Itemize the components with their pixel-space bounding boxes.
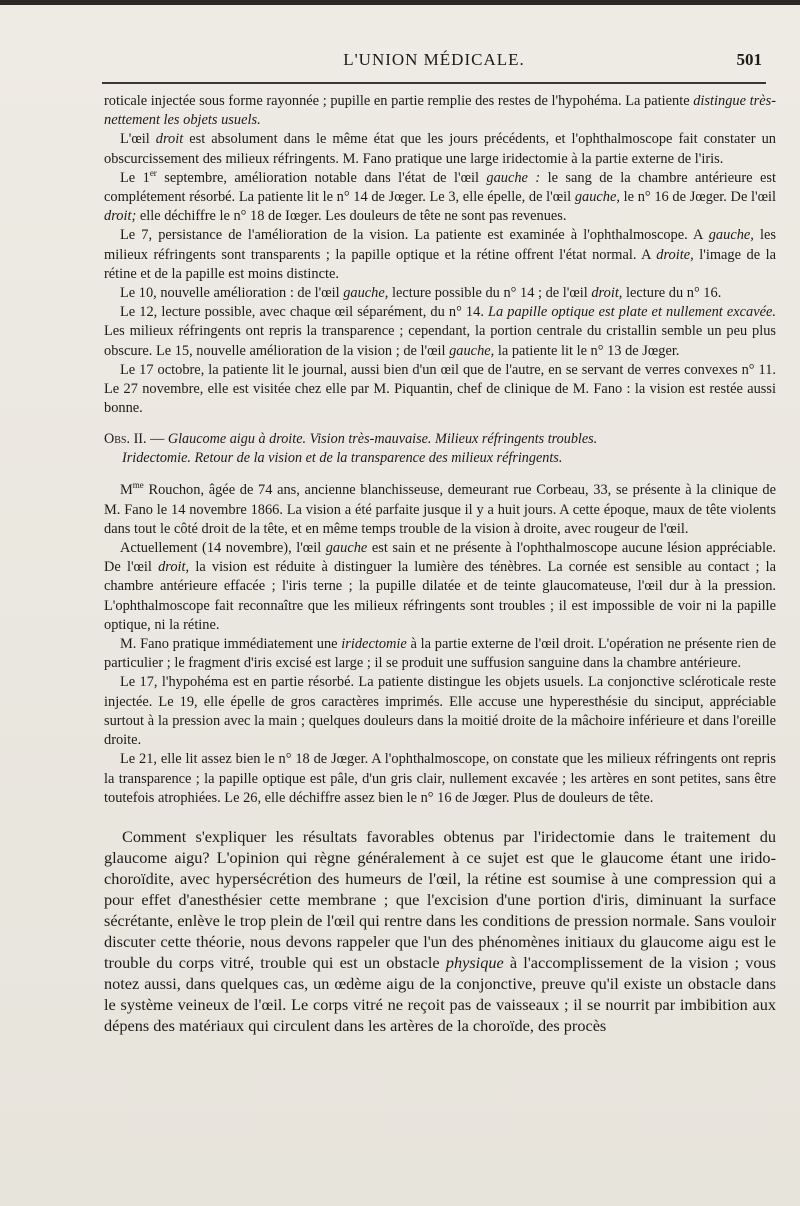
text-run: la patiente lit le n° 13 de Jœger. — [494, 342, 680, 359]
text-run: le sang de la chambre antérieure est complétement résorbé. La patiente lit le n° 14 de Jœger. Le 3, elle épelle, de l'œil — [104, 169, 776, 206]
discussion — [104, 826, 776, 1036]
text-run: Le 7, persistance de l'amélioration de la vision. La patiente est examinée à l'ophthalmoscope. A — [120, 227, 709, 244]
text-run: roticale injectée sous forme rayonnée ; pupille en partie remplie des restes de l'hypohéma. La patiente — [104, 93, 694, 109]
text-run: lecture du n° 16. — [622, 285, 722, 302]
observation-label: Obs. II. — — [104, 431, 165, 448]
text-run: Le 21, elle lit assez bien le n° 18 de Jœger. A l'ophthalmoscope, on constate que les milieux réfringents ont repris la transparence ; la papille optique est pâle, d'un gris clair, nullement excavée ; les artères en sont petites, sans être toutefois atrophiées. Le 26, elle déchiffre assez bien le n° 16 de Jœger. Plus de douleurs de tête. — [104, 751, 776, 806]
header-rule — [102, 82, 766, 84]
paragraph — [104, 481, 776, 539]
observation-body — [104, 481, 776, 807]
paragraph — [104, 635, 776, 673]
discussion-paragraph — [104, 826, 776, 1036]
text-run: L'œil — [120, 131, 156, 148]
text-run: Le 10, nouvelle amélioration : de l'œil — [120, 285, 344, 302]
paragraph — [104, 92, 776, 130]
paragraph — [104, 303, 776, 361]
paragraph — [104, 539, 776, 635]
text-run: Comment s'expliquer les résultats favorables obtenus par l'iridectomie dans le traitement du glaucome aigu? L'opinion qui règne généralement à ce sujet est que le glaucome étant une irido-choroïdite, avec hypersécrétion des humeurs de l'œil, la rétine est soumise à une compression qui a pour effet d'anesthésier cette membrane ; que l'excision d'une portion d'iris, diminuant la surface sécrétante, enlève le trop plein de l'œil qui rentre dans les conditions de pression normale. Sans vouloir discuter cette théorie, nous devons rappeler que l'un des phénomènes initiaux du glaucome aigu est le trouble du corps vitré, trouble qui est un obstacle — [104, 826, 776, 972]
text-run: la vision est réduite à distinguer la lumière des ténèbres. La cornée est sensible au contact ; la chambre antérieure effacée ; l'iris terne ; la pupille dilatée et de teinte glaucomateuse, l'œil dur à la pression. L'ophthalmoscope fait reconnaître que les milieux réfringents sont troubles ; il est impossible de voir ni la papille optique, ni la rétine. — [104, 559, 776, 633]
paragraph — [104, 750, 776, 808]
text-run: M. Fano pratique immédiatement une — [120, 636, 342, 653]
text-run: les milieux réfringents sont transparents ; la papille optique et la rétine offrent l'état normal. A — [104, 227, 776, 263]
text-run: à la partie externe de l'œil droit. L'opération ne présente rien de particulier ; le fragment d'iris excisé est large ; il se produit une suffusion sanguine dans la chambre antérieure. — [104, 636, 776, 672]
italic-run: gauche, — [343, 285, 389, 302]
text-run: Les milieux réfringents ont repris la transparence ; cependant, la portion centrale du cristallin semble un peu plus obscure. Le 15, nouvelle amélioration de la vision ; de l'œil — [104, 323, 776, 359]
superscript-run: er — [149, 168, 157, 179]
italic-run: iridectomie — [341, 636, 407, 653]
italic-run: droite, — [656, 246, 694, 263]
text-run: Rouchon, âgée de 74 ans, ancienne blanchisseuse, demeurant rue Corbeau, 33, se présente à la clinique de M. Fano le 14 novembre 1866. La vision a été parfaite jusque il y a huit jours. A cette époque, maux de tête violents dans tout le côté droit de la tête, et en même temps trouble de la vision à droite, avec rougeur de l'œil. — [104, 482, 776, 537]
observation-title-line1: Glaucome aigu à droite. Vision très-mauvaise. Milieux réfringents troubles. — [167, 431, 598, 448]
italic-run: gauche, — [449, 342, 495, 359]
text-run: lecture possible du n° 14 ; de l'œil — [388, 285, 592, 302]
italic-run: La papille optique est plate et nullement excavée. — [488, 304, 776, 321]
italic-run: droit, — [158, 559, 190, 576]
paragraph — [104, 673, 776, 750]
text-run: Le 17 octobre, la patiente lit le journal, aussi bien d'un œil que de l'autre, en se servant de verres convexes n° 11. Le 27 novembre, elle est visitée chez elle par M. Piquantin, chef de clinique de M. Fano : la vision est restée aussi bonne. — [104, 361, 776, 417]
text-run: Actuellement (14 novembre), l'œil — [120, 540, 326, 557]
text-run: M — [120, 482, 133, 499]
running-title: L'UNION MÉDICALE. — [343, 50, 525, 69]
paragraph — [104, 226, 776, 284]
text-run: le n° 16 de Jœger. De l'œil — [619, 189, 776, 206]
text-run: septembre, amélioration notable dans l'état de l'œil — [156, 169, 487, 186]
paragraph — [104, 130, 776, 168]
paragraph — [104, 284, 776, 303]
text-run: est sain et ne présente à l'ophthalmoscope aucune lésion appréciable. De l'œil — [104, 540, 776, 576]
text-run: l'image de la rétine et de la papille est moins distincte. — [104, 246, 776, 282]
paragraph — [104, 169, 776, 227]
text-run: est absolument dans le même état que les jours précédents, et l'ophthalmoscope fait constater un obscurcissement des milieux réfringents. M. Fano pratique une large iridectomie à la partie externe de l'iris. — [104, 131, 776, 167]
text-run: Le 1 — [120, 169, 150, 186]
italic-run: droit — [155, 131, 184, 148]
case-continuation — [104, 92, 776, 418]
page-header — [104, 50, 764, 74]
page-number: 501 — [736, 50, 762, 69]
italic-run: distingue très-nettement les objets usuels. — [104, 93, 777, 129]
italic-run: gauche : — [486, 169, 541, 186]
italic-run: gauche, — [708, 227, 754, 244]
superscript-run: me — [132, 480, 144, 491]
text-run: à l'accomplissement de la vision ; vous notez aussi, dans quelques cas, un œdème aigu de la conjonctive, preuve qu'il existe un obstacle dans le système veineux de l'œil. Le corps vitré ne reçoit pas de vaisseaux ; il se nourrit par imbibition aux dépens des matériaux qui circulent dans les artères de la choroïde, des procès — [104, 952, 776, 1035]
observation-heading — [104, 430, 776, 468]
italic-run: gauche — [325, 540, 368, 557]
text-run: Le 17, l'hypohéma est en partie résorbé. La patiente distingue les objets usuels. La conjonctive scléroticale reste injectée. Le 19, elle épelle de gros caractères imprimés. Elle accuse une hyperesthésie du sinciput, appréciable surtout à la pression avec la main ; quelques douleurs dans la moitié droite de la mâchoire inférieure et dans l'oreille droite. — [104, 674, 776, 749]
page-top-edge — [0, 0, 800, 5]
body-text — [104, 92, 776, 1036]
italic-run: droit; — [104, 208, 137, 225]
italic-run: physique — [445, 952, 504, 972]
text-run: Le 12, lecture possible, avec chaque œil séparément, du n° 14. — [120, 304, 489, 321]
text-run: elle déchiffre le n° 18 de Iœger. Les douleurs de tête ne sont pas revenues. — [136, 208, 567, 225]
italic-run: gauche, — [574, 189, 620, 206]
observation-title-line2: Iridectomie. Retour de la vision et de la transparence des milieux réfringents. — [122, 450, 563, 467]
italic-run: droit, — [591, 285, 623, 302]
paragraph — [104, 361, 776, 419]
